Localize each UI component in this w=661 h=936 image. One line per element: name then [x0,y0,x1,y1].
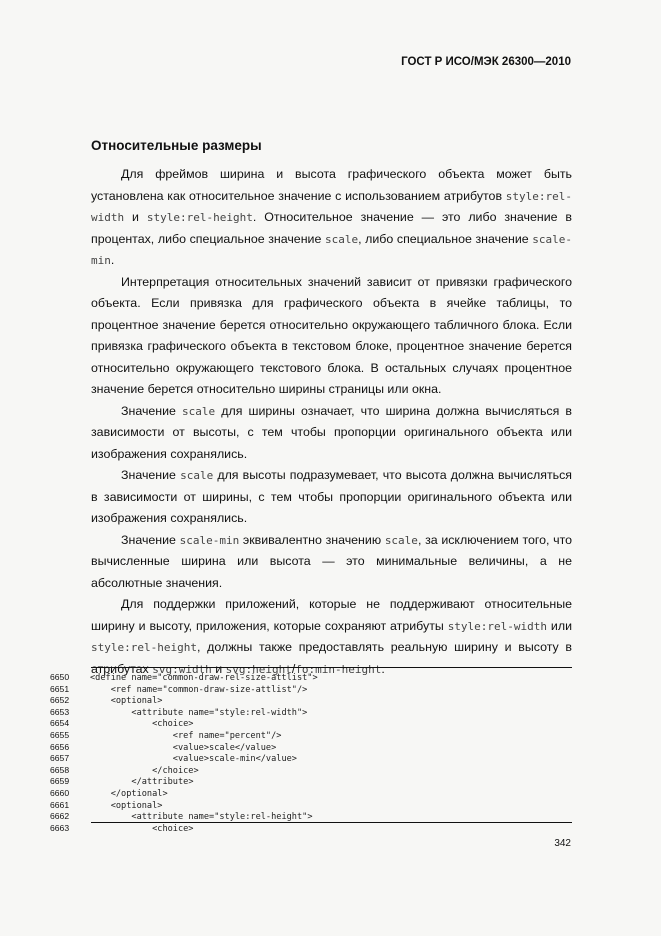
document-header: ГОСТ Р ИСО/МЭК 26300—2010 [401,56,571,68]
code-indent [90,777,131,787]
line-number: 6658 [50,764,70,775]
text: , за исключением того, что вычисленные ширина или высота — это минимальные величины, а не абсолютные значения. [91,532,573,590]
paragraph-1 [91,164,572,272]
code-indent [90,731,173,741]
text: и [124,210,147,224]
line-number: 6662 [50,811,70,822]
inline-code: fo:min-height [295,662,382,676]
code-line [50,742,318,754]
paragraph-4 [91,465,572,530]
line-number: 6656 [50,741,70,752]
line-number: 6660 [50,787,70,798]
code-line [50,765,318,777]
inline-code: style:rel-width [91,189,572,224]
line-number: 6657 [50,753,70,764]
code-bottom-rule [91,822,572,823]
text: эквивалентно значению [239,532,385,547]
line-number: 6650 [50,672,70,682]
inline-code: scale-min [179,533,240,547]
text: . [381,661,385,676]
body-text [91,164,572,680]
code-line [50,672,318,684]
text: Значение [121,468,181,482]
code-text: <ref name="common-draw-size-attlist"/> [110,684,308,695]
page-number: 342 [554,838,571,849]
section-title: Относительные размеры [91,138,262,153]
code-indent [90,743,173,753]
text: для высоты подразумевает, что высота должна вычисляться в зависимости от ширины, с тем чтобы пропорции оригинального объекта или изображения сохранялись. [91,468,572,525]
text: Значение [121,532,180,547]
inline-code: scale [324,232,359,246]
code-text: </optional> [110,788,168,799]
text: для ширины означает, что ширина должна вычисляться в зависимости от высоты, с тем чтобы пропорции оригинального объекта или изображения сохранялись. [91,403,572,461]
text: / [291,661,296,676]
code-text: </attribute> [131,777,194,788]
code-line [50,718,318,730]
text: или [547,618,573,633]
code-line [50,800,318,812]
line-number: 6653 [50,706,70,717]
text: . [110,253,115,267]
code-text: <choice> [152,823,194,834]
code-indent [90,789,111,799]
line-number: 6663 [50,822,70,833]
code-indent [90,824,152,834]
code-indent [90,685,111,695]
code-text: </choice> [152,765,199,776]
code-line [50,684,318,696]
inline-code: svg:height [225,662,292,676]
text: Для фреймов ширина и высота графического объекта может быть установлена как относительное значение с использованием атрибутов [91,167,572,203]
text: , должны также предоставлять реальную ширину и высоту в атрибутах [91,640,572,676]
inline-code: style:rel-height [146,211,253,224]
code-indent [90,754,173,764]
code-text: <choice> [152,719,194,730]
code-top-rule [91,667,572,668]
inline-code: style:rel-width [447,619,548,633]
code-listing [50,672,318,834]
text: Для поддержки приложений, которые не поддерживают относительные ширину и высоту, приложения, которые сохраняют атрибуты [91,597,572,633]
code-text: <attribute name="style:rel-height"> [131,812,313,823]
line-number: 6659 [50,776,70,787]
code-indent [90,801,111,811]
line-number: 6652 [50,695,70,706]
text: . Относительное значение — это либо значение в процентах, либо специальное значение [91,210,573,246]
code-line [50,788,318,800]
inline-code: style:rel-height [91,641,197,654]
code-text: <optional> [110,800,163,811]
line-number: 6661 [50,799,70,810]
paragraph-3 [91,401,572,466]
code-line [50,695,318,707]
code-line [50,823,318,835]
inline-code: scale [384,533,418,547]
code-indent [90,719,152,729]
inline-code: scale [182,404,216,418]
code-text: <attribute name="style:rel-width"> [131,707,308,718]
code-indent [90,766,152,776]
code-line [50,753,318,765]
code-text: <define name="common-draw-rel-size-attlist"> [90,673,318,683]
code-line [50,730,318,742]
code-indent [90,708,131,718]
inline-code: scale [180,469,214,482]
code-line [50,811,318,823]
text: Значение [121,403,183,418]
code-text: <optional> [110,696,163,707]
code-text: <ref name="percent"/> [172,730,282,741]
line-number: 6654 [50,718,70,729]
line-number: 6655 [50,729,70,740]
inline-code: svg:width [152,662,212,676]
code-text: <value>scale</value> [172,742,277,753]
text: , либо специальное значение [358,231,533,246]
code-text: <value>scale-min</value> [172,754,297,765]
text: и [211,661,226,676]
line-number: 6651 [50,683,70,694]
code-line [50,707,318,719]
code-line [50,776,318,788]
code-indent [90,812,131,822]
inline-code: scale-min [91,232,572,267]
paragraph-5 [91,530,572,595]
code-indent [90,696,111,706]
paragraph-2: Интерпретация относительных значений зависит от привязки графического объекта. Если привязка для графического объекта в ячейке таблицы, то процентное значение берется относительно окружающего табличного блока. Если привязка графического объекта в текстовом блоке, процентное значение берется относительно окружающего текстового блока. В остальных случаях процентное значение берется относительно ширины страницы или окна. [91,274,572,396]
